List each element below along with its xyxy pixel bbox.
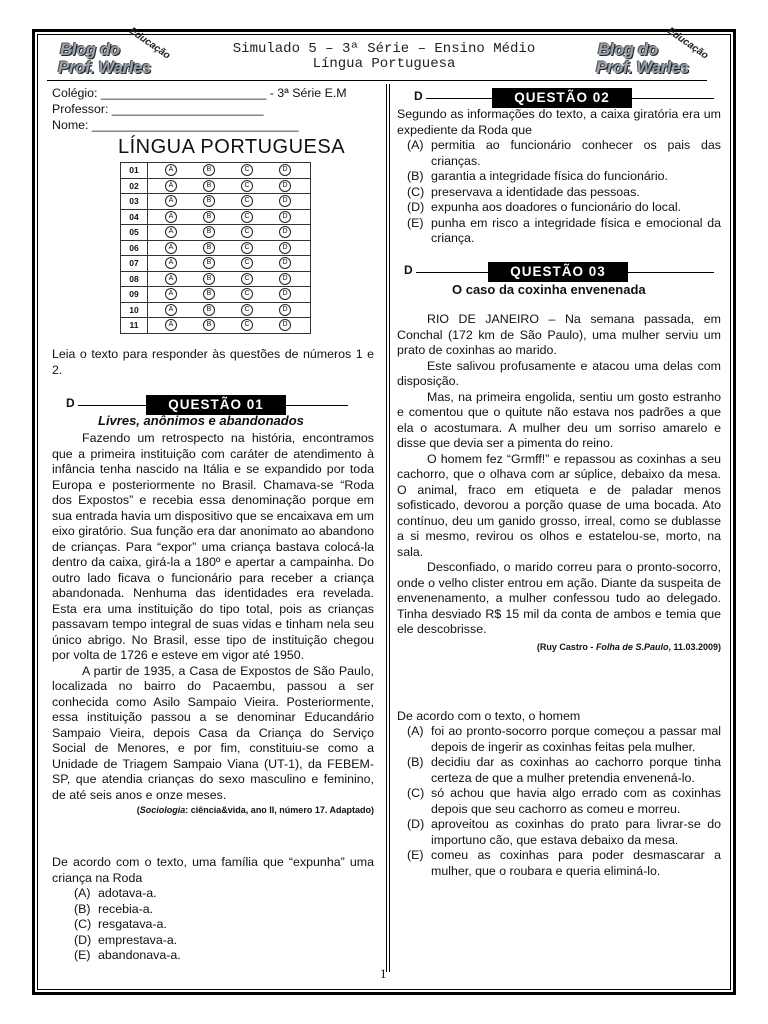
- option-text: só achou que havia algo errado com as coxinhas depois que seu cachorro as comeu e morreu.: [431, 786, 721, 816]
- answer-bubble[interactable]: B: [203, 226, 215, 238]
- option-letter: (B): [407, 169, 424, 183]
- answer-bubble[interactable]: B: [203, 257, 215, 269]
- answer-row: [121, 194, 311, 210]
- option-letter: (B): [407, 755, 424, 769]
- answer-bubble[interactable]: A: [165, 195, 177, 207]
- answer-key: D: [404, 263, 413, 277]
- answer-option: [397, 138, 721, 169]
- answer-bubble[interactable]: A: [165, 180, 177, 192]
- answer-bubble[interactable]: D: [279, 211, 291, 223]
- text-title: Livres, anônimos e abandonados: [98, 413, 304, 428]
- reading-text-2: [397, 312, 721, 655]
- professor-field: Professor: ______________________: [52, 102, 264, 116]
- header-divider: [47, 80, 707, 81]
- option-text: punha em risco a integridade física e emocional da criança.: [431, 215, 721, 245]
- answer-bubble[interactable]: D: [279, 319, 291, 331]
- option-text: expunha aos doadores o funcionário do local.: [431, 200, 682, 214]
- question-03-stem: De acordo com o texto, o homem: [397, 709, 581, 723]
- paragraph: Mas, na primeira engolida, sentiu um gosto estranho e comentou que o quitute não estava nos padrões a que ela o acostumara. A mulher deu um sorriso amarelo e disse que devia ser a pimenta do reino.: [397, 389, 721, 450]
- answer-row-number: 07: [121, 256, 148, 272]
- answer-bubble[interactable]: D: [279, 164, 291, 176]
- option-text: comeu as coxinhas para poder desmascarar a mulher, que o roubara e queria eliminá-lo.: [431, 848, 721, 878]
- answer-bubble[interactable]: D: [279, 226, 291, 238]
- answer-row: [121, 287, 311, 303]
- column-divider-2: [389, 84, 390, 972]
- answer-option: [64, 886, 374, 902]
- answer-bubble[interactable]: C: [241, 288, 253, 300]
- option-text: adotava-a.: [98, 886, 157, 900]
- answer-bubble[interactable]: A: [165, 288, 177, 300]
- answer-key: D: [414, 89, 423, 103]
- answer-option: [64, 948, 374, 964]
- question-02-stem: Segundo as informações do texto, a caixa giratória era um expediente da Roda que: [397, 107, 721, 137]
- question-01-stem: De acordo com o texto, uma família que “expunha” uma criança na Roda: [52, 855, 374, 885]
- page-number: 1: [380, 966, 387, 981]
- answer-row: [121, 302, 311, 318]
- option-letter: (C): [74, 917, 92, 931]
- answer-bubble[interactable]: D: [279, 180, 291, 192]
- answer-bubble[interactable]: D: [279, 273, 291, 285]
- answer-row-number: 09: [121, 287, 148, 303]
- answer-row-number: 05: [121, 225, 148, 241]
- answer-row-number: 01: [121, 163, 148, 179]
- answer-bubble[interactable]: B: [203, 319, 215, 331]
- colegio-field: Colégio: ________________________ - 3ª Série E.M: [52, 86, 347, 100]
- answer-bubble[interactable]: B: [203, 164, 215, 176]
- answer-bubble[interactable]: B: [203, 288, 215, 300]
- answer-row-number: 08: [121, 271, 148, 287]
- question-03-header: [400, 262, 716, 282]
- option-text: decidiu dar as coxinhas ao cachorro porque tinha certeza de que a mulher pretendia envenená-lo.: [431, 755, 721, 785]
- reading-text-1: [52, 431, 374, 819]
- answer-bubble[interactable]: C: [241, 226, 253, 238]
- answer-sheet-title: LÍNGUA PORTUGUESA: [118, 136, 346, 158]
- paragraph: O homem fez “Grmff!” e repassou as coxinhas a seu cachorro, que o olhava com ar súplice, debaixo da mesa. O animal, fraco em etiqueta e de paladar menos sofisticado, devorou a porção quase de uma bocada. Ato contínuo, deu um ganido grosso, irreal, como se dublasse a si mesmo, revirou os olhos e estatelou-se, morto, na sala.: [397, 451, 721, 559]
- answer-bubble[interactable]: C: [241, 273, 253, 285]
- text-source: (Ruy Castro - Folha de S.Paulo, 11.03.2009): [536, 641, 721, 652]
- answer-bubble[interactable]: A: [165, 242, 177, 254]
- answer-option: [397, 216, 721, 247]
- answer-bubble[interactable]: C: [241, 195, 253, 207]
- question-02-label: QUESTÃO 02: [492, 88, 632, 108]
- option-text: foi ao pronto-socorro porque começou a passar mal depois de ingerir as coxinhas feitas pela mulher.: [431, 724, 721, 754]
- answer-row: [121, 318, 311, 334]
- answer-row: [121, 178, 311, 194]
- answer-bubble[interactable]: A: [165, 319, 177, 331]
- answer-option: [397, 817, 721, 848]
- option-text: preservava a identidade das pessoas.: [431, 184, 640, 199]
- answer-option: [64, 902, 374, 918]
- answer-bubble[interactable]: A: [165, 211, 177, 223]
- option-letter: (C): [407, 786, 425, 800]
- answer-bubble[interactable]: C: [241, 242, 253, 254]
- option-letter: (D): [407, 200, 425, 214]
- answer-option: [64, 917, 374, 933]
- text-title: O caso da coxinha envenenada: [452, 282, 646, 297]
- option-letter: (E): [74, 948, 91, 962]
- paragraph: A partir de 1935, a Casa de Expostos de São Paulo, localizada no bairro do Pacaembu, passou a ser conhecida como Asilo Sampaio Vieira. Posteriormente, essa instituição passou a se denominar Educandário Sampaio Vieira, depois Casa da Criança do Serviço Social de Menores, e por fim, constituiu-se como a Unidade de Triagem Sampaio Viana (UT-1), da FEBEM-SP, que atendia crianças do sexo masculino e feminino, de até seis anos e onze meses.: [52, 663, 374, 802]
- option-letter: (A): [407, 724, 424, 738]
- answer-row-number: 02: [121, 178, 148, 194]
- answer-option: [397, 200, 721, 216]
- question-02-options: [397, 138, 721, 247]
- paragraph: RIO DE JANEIRO – Na semana passada, em Conchal (172 km de São Paulo), uma mulher serviu um prato de coxinhas ao marido.: [397, 312, 721, 357]
- blog-logo-right: Blog do Prof. Warles Educação: [596, 25, 711, 77]
- answer-row-number: 04: [121, 209, 148, 225]
- paragraph: Fazendo um retrospecto na história, encontramos que a primeira instituição com caráter de atendimento à infância tenha nascido na Itália e se expandido por toda Europa e posteriormente no Brasil. Chamava-se “Roda dos Expostos” e recebia essa denominação porque em sua entrada havia um dispositivo que se encaixava em um eixo giratório. Sua função era dar anonimato ao abandono de crianças. Para “expor” uma criança bastava colocá-la dentro da caixa, girá-la a 180º e apertar a campainha. Do outro lado ficava o funcionário para receber a criança abandonada. Nenhuma das identidades era revelada. Esta era uma instituição do tipo total, pois as crianças passavam tempo integral de suas vidas e tinham nela seu único abrigo. No Brasil, esse tipo de instituição chegou por volta de 1726 e esteve em vigor até 1950.: [52, 431, 374, 662]
- text-source: (Sociologia: ciência&vida, ano II, número 17. Adaptado): [136, 805, 374, 815]
- answer-option: [397, 786, 721, 817]
- option-text: recebia-a.: [98, 901, 154, 916]
- answer-option: [397, 755, 721, 786]
- question-01-options: [64, 886, 374, 964]
- question-02-header: [410, 88, 716, 108]
- paragraph: Este salivou profusamente e atacou uma delas com disposição.: [397, 358, 721, 388]
- answer-option: [64, 933, 374, 949]
- option-letter: (C): [407, 184, 425, 199]
- answer-option: [397, 185, 721, 201]
- answer-bubble[interactable]: A: [165, 304, 177, 316]
- answer-row-number: 11: [121, 318, 148, 334]
- answer-bubble[interactable]: D: [279, 195, 291, 207]
- answer-row: [121, 240, 311, 256]
- answer-bubble[interactable]: A: [165, 273, 177, 285]
- answer-sheet-grid: [120, 162, 311, 334]
- answer-row: [121, 271, 311, 287]
- answer-bubble[interactable]: D: [279, 242, 291, 254]
- answer-bubble[interactable]: B: [203, 211, 215, 223]
- answer-bubble[interactable]: B: [203, 304, 215, 316]
- answer-bubble[interactable]: D: [279, 304, 291, 316]
- answer-bubble[interactable]: C: [241, 180, 253, 192]
- answer-option: [397, 169, 721, 185]
- option-text: permitia ao funcionário conhecer os pais das crianças.: [431, 138, 721, 168]
- answer-row-number: 03: [121, 194, 148, 210]
- answer-bubble[interactable]: B: [203, 195, 215, 207]
- question-01-label: QUESTÃO 01: [146, 395, 286, 415]
- answer-bubble[interactable]: A: [165, 164, 177, 176]
- column-divider: [386, 84, 387, 972]
- exam-title: Simulado 5 – 3ª Série – Ensino Médio: [232, 41, 536, 57]
- question-03-options: [397, 724, 721, 879]
- option-text: abandonava-a.: [98, 948, 181, 962]
- option-letter: (B): [74, 901, 91, 916]
- option-letter: (E): [407, 848, 424, 862]
- option-text: aproveitou as coxinhas do prato para livrar-se do importuno cão, que estava debaixo da mesa.: [431, 817, 721, 847]
- option-text: emprestava-a.: [98, 932, 178, 947]
- answer-bubble[interactable]: D: [279, 257, 291, 269]
- answer-row-number: 10: [121, 302, 148, 318]
- answer-bubble[interactable]: C: [241, 211, 253, 223]
- option-letter: (D): [407, 817, 425, 831]
- blog-logo-left: Blog do Prof. Warles Educação: [58, 25, 173, 77]
- answer-bubble[interactable]: A: [165, 257, 177, 269]
- option-letter: (A): [407, 138, 424, 152]
- answer-bubble[interactable]: C: [241, 304, 253, 316]
- option-letter: (A): [74, 886, 91, 900]
- answer-option: [397, 848, 721, 879]
- nome-field: Nome: ______________________________: [52, 118, 299, 132]
- answer-option: [397, 724, 721, 755]
- reading-instruction: Leia o texto para responder às questões de números 1 e 2.: [52, 347, 374, 377]
- exam-subject: Língua Portuguesa: [312, 56, 456, 72]
- answer-bubble[interactable]: C: [241, 164, 253, 176]
- answer-row: [121, 163, 311, 179]
- answer-bubble[interactable]: C: [241, 257, 253, 269]
- option-text: resgatava-a.: [98, 917, 167, 931]
- option-letter: (D): [74, 932, 92, 947]
- question-03-label: QUESTÃO 03: [488, 262, 628, 282]
- answer-bubble[interactable]: B: [203, 242, 215, 254]
- answer-key: D: [66, 396, 75, 410]
- answer-row: [121, 225, 311, 241]
- answer-bubble[interactable]: C: [241, 319, 253, 331]
- paragraph: Desconfiado, o marido correu para o pronto-socorro, onde o velho clister entrou em ação. Diante da suspeita de envenenamento, a mulher confessou tudo ao delegado. Tinha desviado R$ 15 mil da conta de ambos e temia que ele descobrisse.: [397, 560, 721, 636]
- answer-bubble[interactable]: B: [203, 180, 215, 192]
- answer-row: [121, 209, 311, 225]
- option-letter: (E): [407, 215, 424, 230]
- answer-row-number: 06: [121, 240, 148, 256]
- answer-bubble[interactable]: D: [279, 288, 291, 300]
- option-text: garantia a integridade física do funcionário.: [431, 169, 668, 183]
- question-01-header: [66, 395, 358, 415]
- answer-bubble[interactable]: A: [165, 226, 177, 238]
- answer-row: [121, 256, 311, 272]
- answer-bubble[interactable]: B: [203, 273, 215, 285]
